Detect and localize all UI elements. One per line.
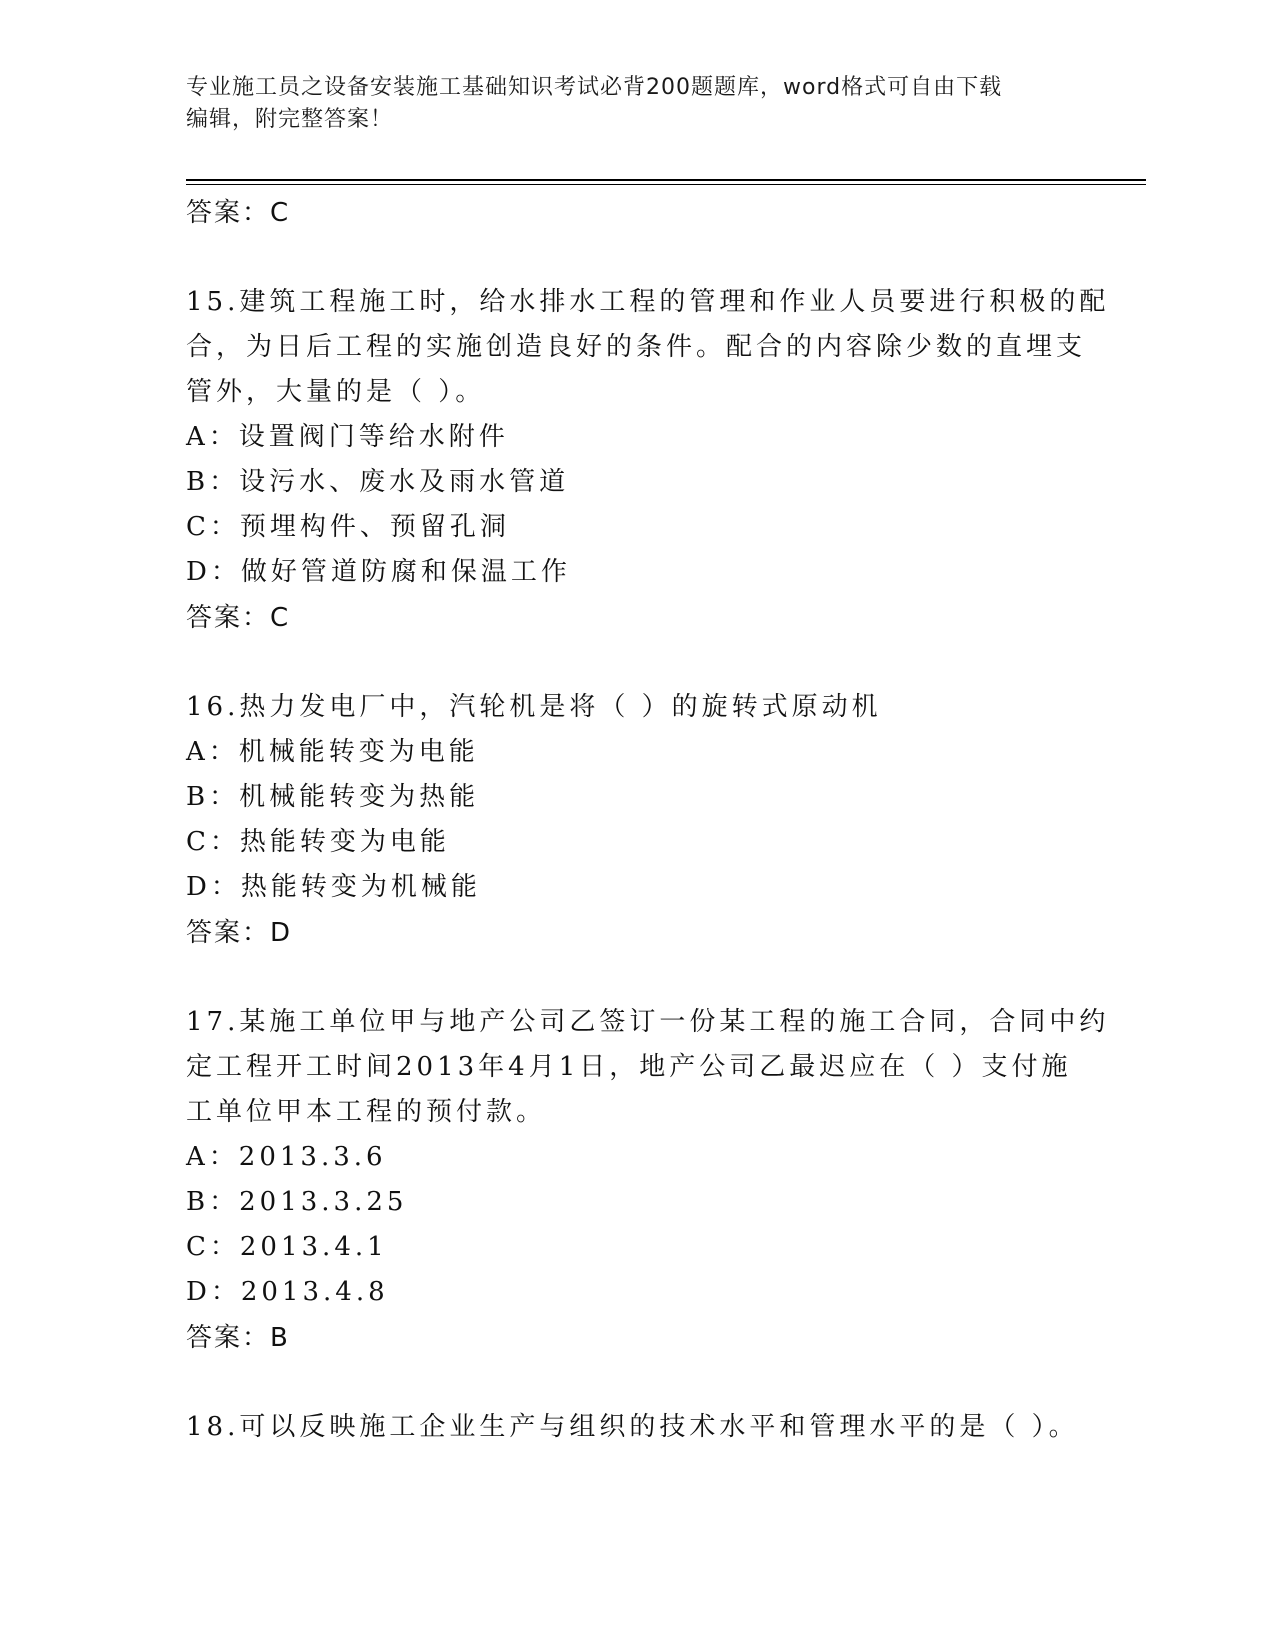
option-b: B：2013.3.25 xyxy=(186,1187,408,1217)
question-text-line: 18.可以反映施工企业生产与组织的技术水平和管理水平的是（ ）。 xyxy=(186,1412,1079,1442)
question-16 xyxy=(186,685,1086,956)
header-rule-thin xyxy=(186,184,1146,185)
option-c: C：2013.4.1 xyxy=(186,1232,388,1262)
answer-previous: 答案：C xyxy=(186,198,291,228)
option-c: C：预埋构件、预留孔洞 xyxy=(186,512,510,542)
page-header xyxy=(186,72,1066,136)
option-c: C：热能转变为电能 xyxy=(186,827,450,857)
question-18 xyxy=(186,1405,1086,1450)
question-text-line: 工单位甲本工程的预付款。 xyxy=(186,1097,547,1127)
question-text-line: 合，为日后工程的实施创造良好的条件。配合的内容除少数的直埋支 xyxy=(186,332,1087,362)
answer-17: 答案：B xyxy=(186,1323,290,1353)
option-a: A：2013.3.6 xyxy=(186,1142,387,1172)
header-rule xyxy=(186,179,1146,181)
option-a: A：设置阀门等给水附件 xyxy=(186,422,509,452)
question-text-line: 定工程开工时间2013年4月1日，地产公司乙最迟应在（ ）支付施 xyxy=(186,1052,1072,1082)
option-d: D：做好管道防腐和保温工作 xyxy=(186,557,571,587)
option-b: B：机械能转变为热能 xyxy=(186,782,480,812)
header-line-2: 编辑，附完整答案！ xyxy=(186,107,394,132)
question-text-line: 15.建筑工程施工时，给水排水工程的管理和作业人员要进行积极的配 xyxy=(186,287,1110,317)
question-text-line: 17.某施工单位甲与地产公司乙签订一份某工程的施工合同，合同中约 xyxy=(186,1007,1110,1037)
question-text-line: 16.热力发电厂中，汽轮机是将（ ）的旋转式原动机 xyxy=(186,692,882,722)
document-body xyxy=(186,190,1110,1450)
answer-16: 答案：D xyxy=(186,918,293,948)
option-d: D：热能转变为机械能 xyxy=(186,872,481,902)
question-text-line: 管外，大量的是（ ）。 xyxy=(186,377,486,407)
answer-15: 答案：C xyxy=(186,603,291,633)
option-a: A：机械能转变为电能 xyxy=(186,737,479,767)
header-line-1: 专业施工员之设备安装施工基础知识考试必背200题题库，word格式可自由下载 xyxy=(186,75,1003,100)
option-b: B：设污水、废水及雨水管道 xyxy=(186,467,570,497)
option-d: D：2013.4.8 xyxy=(186,1277,389,1307)
question-15 xyxy=(186,280,1110,641)
question-17 xyxy=(186,1000,1110,1361)
